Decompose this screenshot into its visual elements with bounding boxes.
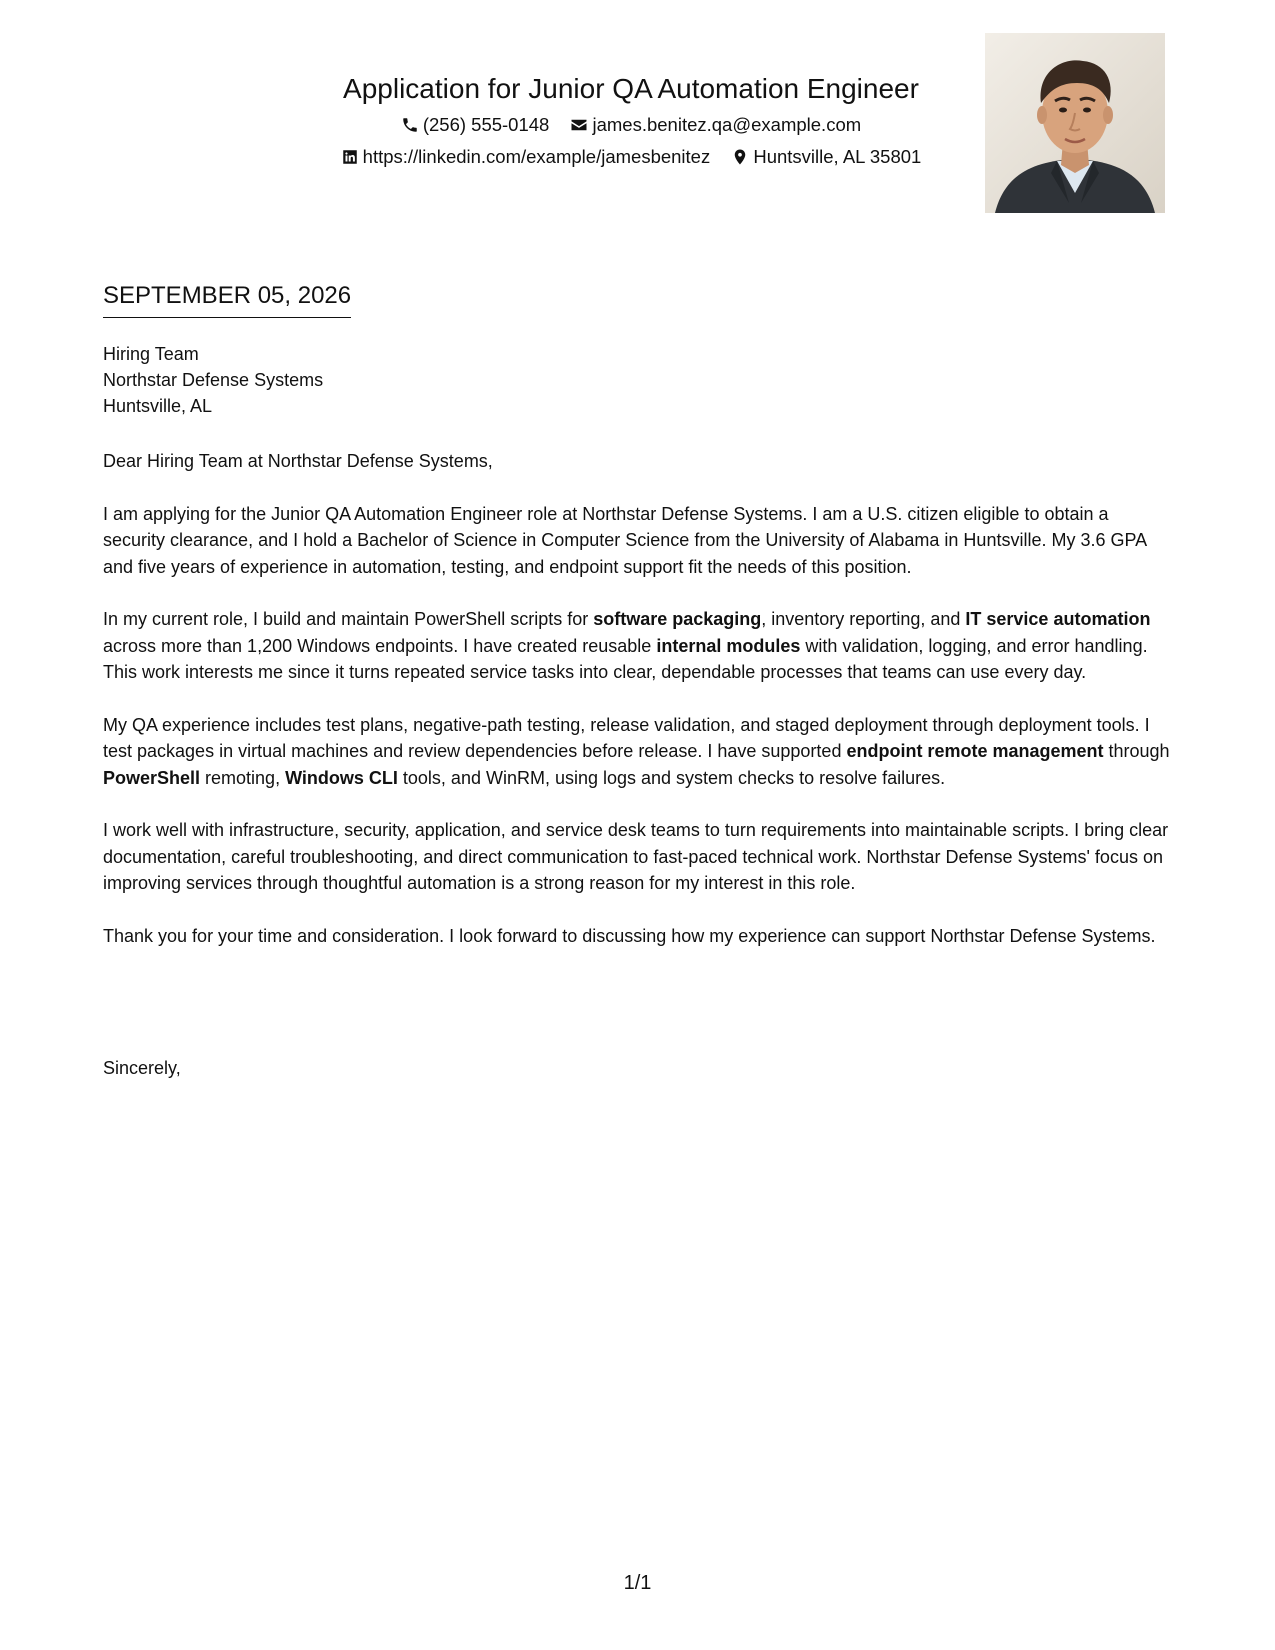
bold-keyword: internal modules — [656, 635, 801, 656]
contact-phone — [401, 113, 550, 137]
paragraph-intro: I am applying for the Junior QA Automation Engineer role at Northstar Defense Systems. I am a U.S. citizen eligible to obtain a security clearance, and I hold a Bachelor of Science in Computer Science from the University of Alabama in Huntsville. My 3.6 GPA and five years of experience in automation, testing, and endpoint support fit the needs of this position. — [103, 503, 1147, 577]
recipient-block — [103, 341, 323, 419]
bold-keyword: software packaging — [593, 609, 762, 629]
letter-body — [103, 448, 1173, 975]
phone-number: (256) 555-0148 — [422, 114, 550, 135]
letter-header — [0, 0, 1275, 220]
paragraph-current-role — [103, 606, 1173, 686]
linkedin-icon — [341, 148, 359, 166]
recipient-line: Northstar Defense Systems — [103, 370, 324, 390]
bold-keyword: Windows CLI — [285, 767, 398, 788]
recipient-line: Hiring Team — [103, 344, 199, 364]
email-address[interactable]: james.benitez.qa@example.com — [592, 114, 862, 135]
profile-photo — [985, 33, 1165, 213]
map-pin-icon — [731, 148, 749, 166]
text-run: through — [1103, 741, 1170, 761]
text-run: tools, and WinRM, using logs and system checks to resolve failures. — [397, 767, 946, 788]
bold-keyword: PowerShell — [103, 767, 201, 788]
linkedin-url[interactable]: https://linkedin.com/example/jamesbenitez — [362, 146, 711, 167]
contact-linkedin — [341, 145, 711, 169]
envelope-icon — [570, 116, 588, 134]
paragraph-thanks: Thank you for your time and consideration. I look forward to discussing how my experience can support Northstar Defense Systems. — [103, 925, 1156, 946]
portrait-illustration — [985, 33, 1165, 213]
page-number: 1/1 — [623, 1572, 652, 1594]
contact-email — [570, 113, 861, 137]
text-run: across more than 1,200 Windows endpoints. I have created reusable — [103, 635, 657, 656]
letter-date: SEPTEMBER 05, 2026 — [103, 281, 351, 318]
salutation: Dear Hiring Team at Northstar Defense Systems, — [103, 451, 493, 471]
text-run: In my current role, I build and maintain PowerShell scripts for — [103, 609, 594, 629]
bold-keyword: endpoint remote management — [846, 741, 1104, 761]
document-title: Application for Junior QA Automation Engineer — [343, 73, 919, 104]
text-run: My QA experience includes test plans, negative-path testing, release validation, and staged deployment through deployment tools. I test packages in virtual machines and review dependencies before release. I have supported — [103, 714, 1150, 761]
paragraph-qa-experience — [103, 712, 1173, 792]
text-run: remoting, — [200, 767, 286, 788]
recipient-line: Huntsville, AL — [103, 396, 213, 416]
text-run: with validation, logging, and error handling. This work interests me since it turns repeated service tasks into clear, dependable processes that teams can use every day. — [103, 635, 1148, 682]
paragraph-teamwork: I work well with infrastructure, security, application, and service desk teams to turn requirements into maintainable scripts. I bring clear documentation, careful troubleshooting, and direct communication to fast-paced technical work. Northstar Defense Systems' focus on improving services through thoughtful automation is a strong reason for my interest in this role. — [103, 820, 1169, 893]
closing: Sincerely, — [103, 1058, 181, 1078]
text-run: , inventory reporting, and — [761, 609, 966, 629]
bold-keyword: IT service automation — [965, 609, 1151, 629]
phone-icon — [401, 116, 419, 134]
contact-location — [731, 145, 921, 169]
location-text: Huntsville, AL 35801 — [753, 146, 922, 167]
